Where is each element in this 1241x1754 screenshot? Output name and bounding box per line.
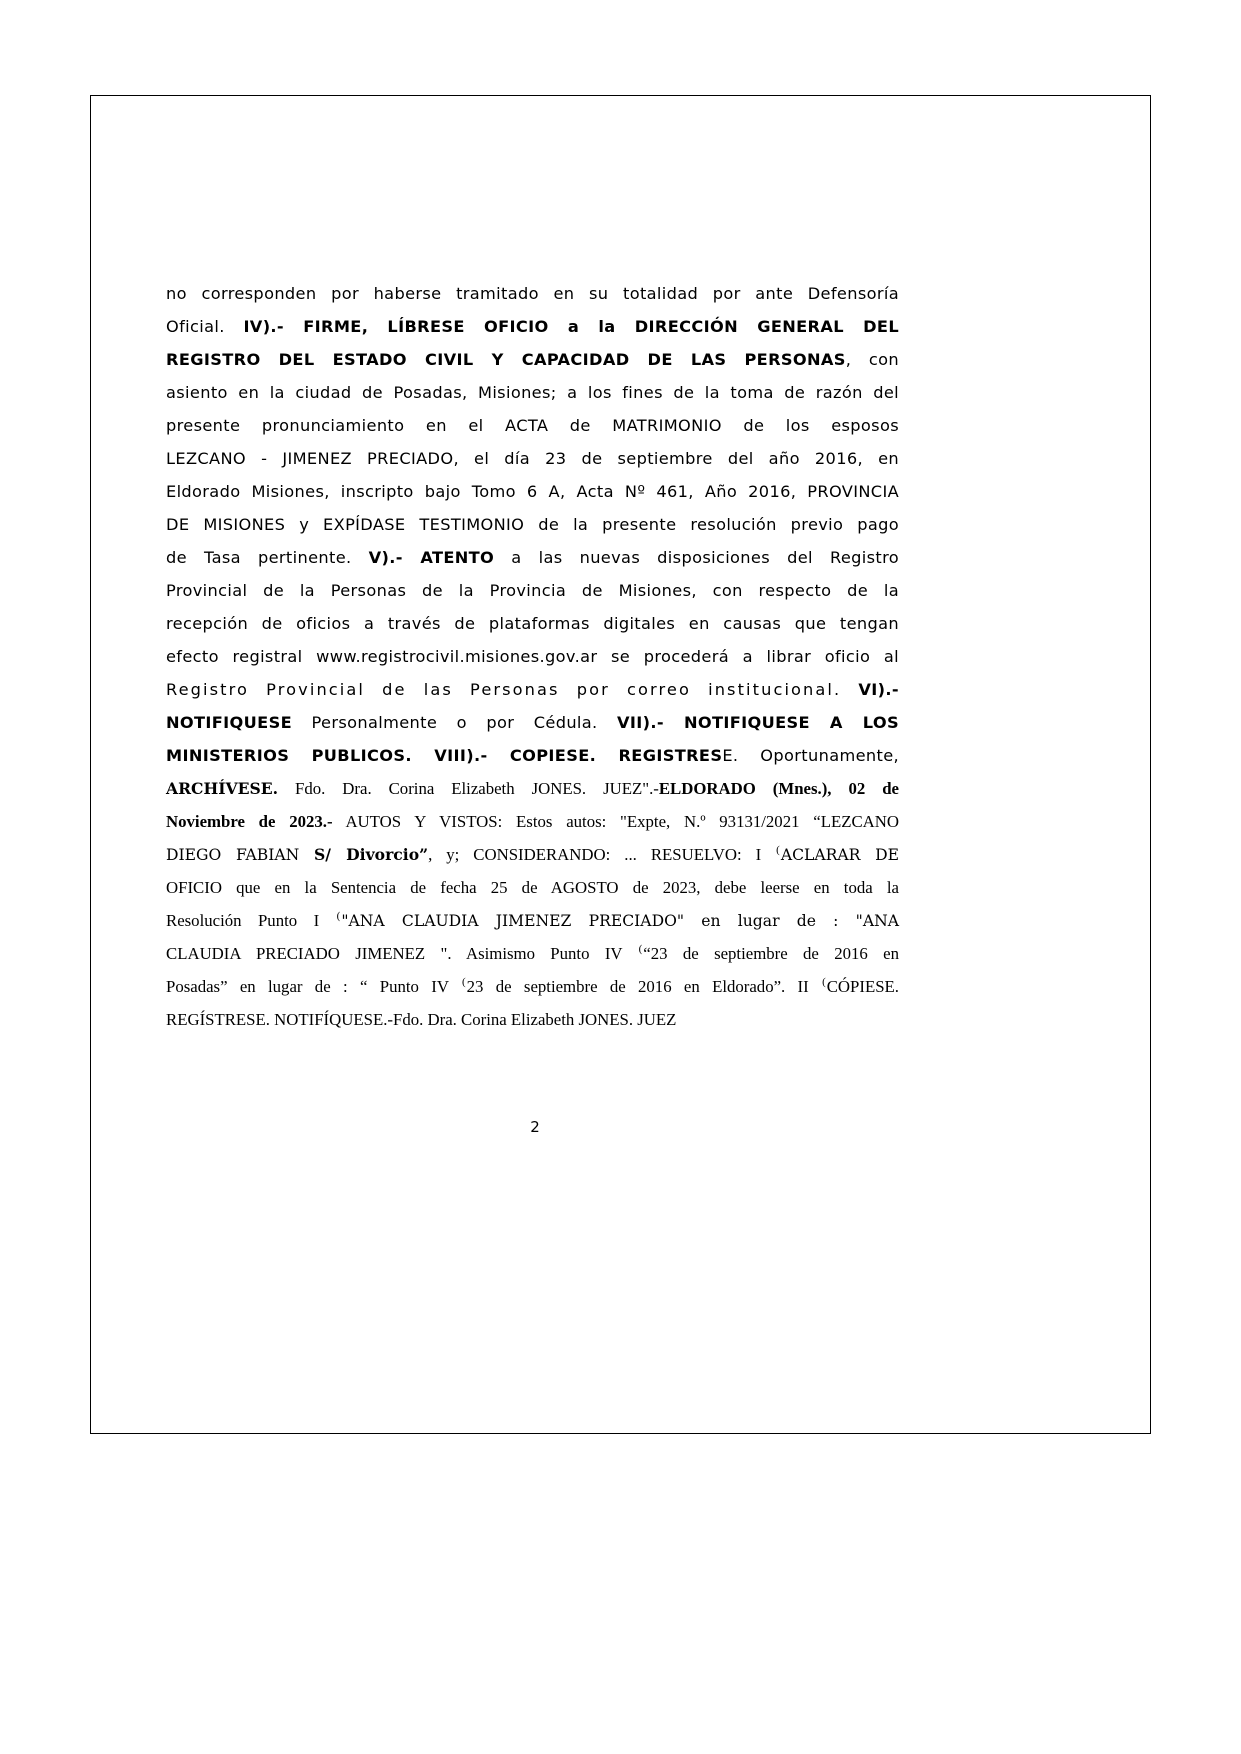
text-line: REGISTRO DEL ESTADO CIVIL Y CAPACIDAD DE LAS PERSONAS, con bbox=[166, 350, 899, 369]
text-line: CLAUDIA PRECIADO JIMENEZ ". Asimismo Punto IV (“23 de septiembre de 2016 en bbox=[166, 943, 899, 963]
bold-text: VI).- bbox=[858, 680, 899, 699]
text-line: LEZCANO - JIMENEZ PRECIADO, el día 23 de septiembre del año 2016, en bbox=[166, 449, 899, 468]
bold-text: NOTIFIQUESE bbox=[166, 713, 292, 732]
bold-text: REGISTRO DEL ESTADO CIVIL Y CAPACIDAD DE LAS PERSONAS bbox=[166, 350, 846, 369]
text-line: OFICIO que en la Sentencia de fecha 25 de AGOSTO de 2023, debe leerse en toda la bbox=[166, 878, 899, 897]
text-line: Posadas” en lugar de : “ Punto IV (23 de septiembre de 2016 en Eldorado”. II (CÓPIESE. bbox=[166, 976, 899, 996]
text-line: DIEGO FABIAN S/ Divorcio”, y; CONSIDERANDO: ... RESUELVO: I (ACLARAR DE bbox=[166, 844, 899, 864]
page-number: 2 bbox=[530, 1118, 540, 1136]
text-line: Eldorado Misiones, inscripto bajo Tomo 6 A, Acta Nº 461, Año 2016, PROVINCIA bbox=[166, 482, 899, 501]
bold-text: ELDORADO (Mnes.), 02 de bbox=[658, 779, 899, 798]
text-line: Oficial. IV).- FIRME, LÍBRESE OFICIO a la DIRECCIÓN GENERAL DEL bbox=[166, 317, 899, 336]
paren-mark: ( bbox=[461, 976, 466, 988]
text-line: Registro Provincial de las Personas por correo institucional. VI).- bbox=[166, 680, 899, 699]
paren-mark: ( bbox=[638, 943, 643, 955]
text-line: presente pronunciamiento en el ACTA de MATRIMONIO de los esposos bbox=[166, 416, 899, 435]
text-line: ARCHÍVESE. Fdo. Dra. Corina Elizabeth JONES. JUEZ".-ELDORADO (Mnes.), 02 de bbox=[166, 779, 899, 798]
text-line: DE MISIONES y EXPÍDASE TESTIMONIO de la presente resolución previo pago bbox=[166, 515, 899, 534]
text-line: efecto registral www.registrocivil.misiones.gov.ar se procederá a librar oficio al bbox=[166, 647, 899, 666]
text-line: Provincial de la Personas de la Provincia de Misiones, con respecto de la bbox=[166, 581, 899, 600]
bold-text: V).- ATENTO bbox=[368, 548, 495, 567]
text-line: REGÍSTRESE. NOTIFÍQUESE.-Fdo. Dra. Corina Elizabeth JONES. JUEZ bbox=[166, 1010, 677, 1029]
text-line: Resolución Punto I ("ANA CLAUDIA JIMENEZ PRECIADO" en lugar de : "ANA bbox=[166, 910, 900, 930]
text-line: Noviembre de 2023.- AUTOS Y VISTOS: Estos autos: "Expte, N.º 93131/2021 “LEZCANO bbox=[166, 812, 899, 831]
bold-text: ARCHÍVESE. bbox=[166, 779, 279, 798]
paren-mark: ( bbox=[822, 976, 826, 988]
paren-mark: ( bbox=[336, 910, 341, 922]
text-line: MINISTERIOS PUBLICOS. VIII).- COPIESE. REGISTRESE. Oportunamente, bbox=[166, 746, 899, 765]
paren-mark: ( bbox=[776, 844, 780, 856]
text-line: de Tasa pertinente. V).- ATENTO a las nuevas disposiciones del Registro bbox=[166, 548, 899, 567]
bold-text: Noviembre de 2023.- bbox=[166, 812, 333, 831]
text-line: asiento en la ciudad de Posadas, Misiones; a los fines de la toma de razón del bbox=[166, 383, 899, 402]
bold-text: MINISTERIOS PUBLICOS. VIII).- COPIESE. REGISTRES bbox=[166, 746, 723, 765]
text-line: recepción de oficios a través de plataformas digitales en causas que tengan bbox=[166, 614, 899, 633]
bold-text: S/ Divorcio” bbox=[314, 845, 429, 864]
document-body bbox=[166, 277, 899, 1036]
bold-text: IV).- FIRME, LÍBRESE OFICIO a la DIRECCIÓN GENERAL DEL bbox=[243, 317, 899, 336]
bold-text: VII).- NOTIFIQUESE A LOS bbox=[617, 713, 899, 732]
text-line: NOTIFIQUESE Personalmente o por Cédula. VII).- NOTIFIQUESE A LOS bbox=[166, 713, 899, 732]
text-line: no corresponden por haberse tramitado en su totalidad por ante Defensoría bbox=[166, 284, 899, 303]
